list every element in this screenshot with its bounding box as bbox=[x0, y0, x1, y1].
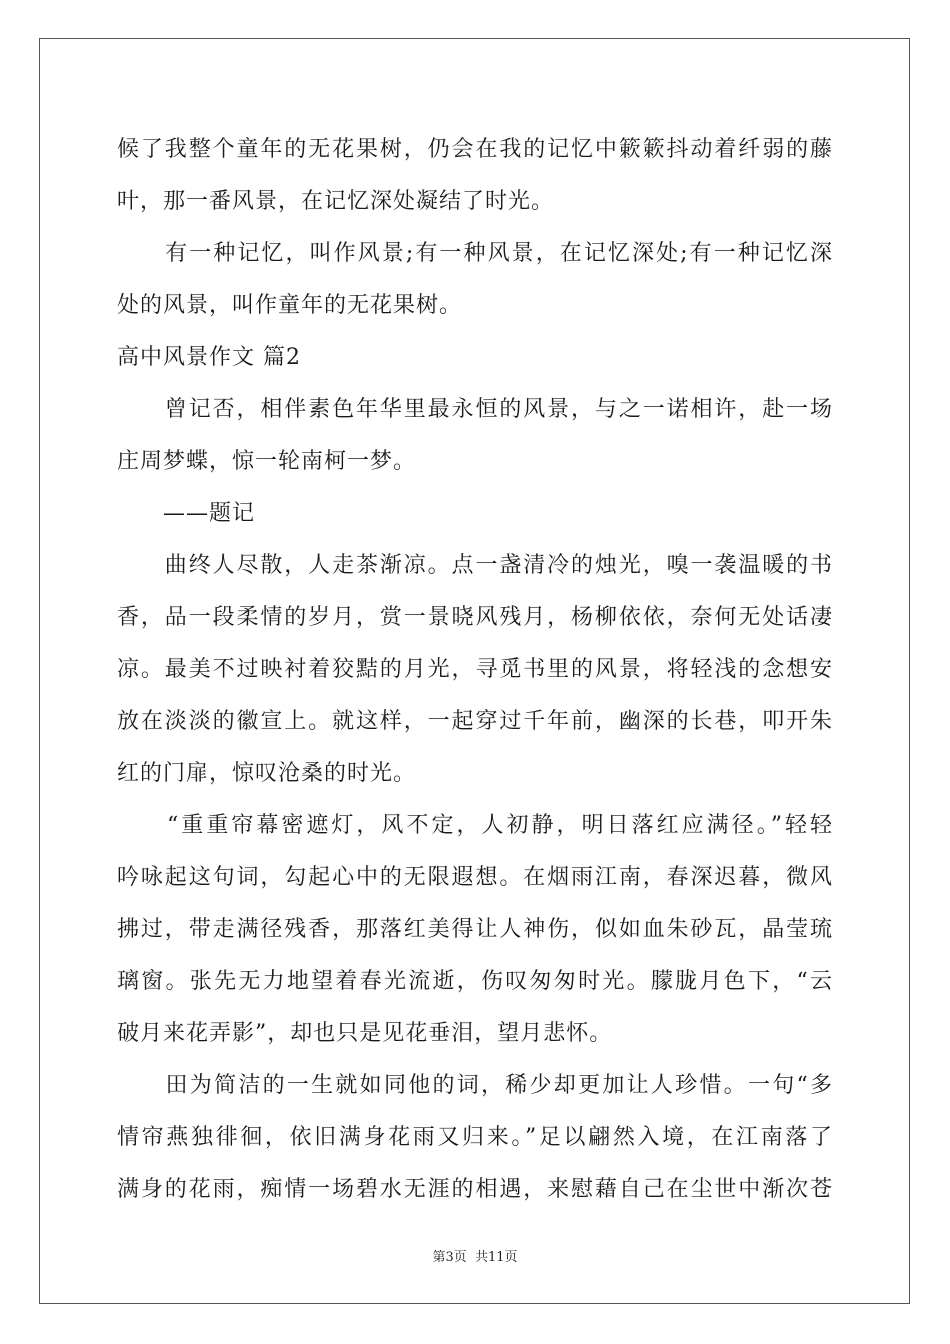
text-line: 田为简洁的一生就如同他的词，稀少却更加让人珍惜。一句“多 bbox=[117, 1073, 833, 1098]
text-line: 香，品一段柔情的岁月，赏一景晓风残月，杨柳依依，奈何无处话凄 bbox=[117, 605, 833, 630]
text-line: 叶，那一番风景，在记忆深处凝结了时光。 bbox=[117, 189, 555, 214]
document-body bbox=[117, 124, 833, 1216]
text-line: 放在淡淡的徽宣上。就这样，一起穿过千年前，幽深的长巷，叩开朱 bbox=[117, 709, 833, 734]
text-line: 情帘燕独徘徊，依旧满身花雨又归来。”足以翩然入境，在江南落了 bbox=[117, 1125, 833, 1150]
page-number: 第3页 bbox=[432, 1250, 467, 1265]
text-line: 璃窗。张先无力地望着春光流逝，伤叹匆匆时光。朦胧月色下，“云 bbox=[117, 969, 833, 994]
text-line: 凉。最美不过映衬着狡黠的月光，寻觅书里的风景，将轻浅的念想安 bbox=[117, 657, 833, 682]
page-footer bbox=[0, 1246, 950, 1265]
text-line: 拂过，带走满径残香，那落红美得让人神伤，似如血朱砂瓦，晶莹琉 bbox=[117, 917, 833, 942]
text-line: 红的门扉，惊叹沧桑的时光。 bbox=[117, 761, 417, 786]
text-line: 吟咏起这句词，勾起心中的无限遐想。在烟雨江南，春深迟暮，微风 bbox=[117, 865, 833, 890]
text-line: 庄周梦蝶，惊一轮南柯一梦。 bbox=[117, 449, 417, 474]
text-line: 曲终人尽散，人走茶渐凉。点一盏清冷的烛光，嗅一袭温暖的书 bbox=[117, 553, 833, 578]
text-line: 曾记否，相伴素色年华里最永恒的风景，与之一诺相许，赴一场 bbox=[117, 397, 833, 422]
text-line: “重重帘幕密遮灯，风不定，人初静，明日落红应满径。”轻轻 bbox=[117, 813, 833, 838]
text-line: 破月来花弄影”，却也只是见花垂泪，望月悲怀。 bbox=[117, 1021, 613, 1046]
text-line: ——题记 bbox=[117, 501, 256, 526]
text-line: 满身的花雨，痴情一场碧水无涯的相遇，来慰藉自己在尘世中渐次苍 bbox=[117, 1177, 833, 1202]
page-total: 共11页 bbox=[474, 1250, 518, 1265]
text-line: 候了我整个童年的无花果树，仍会在我的记忆中簌簌抖动着纤弱的藤 bbox=[117, 137, 833, 162]
text-line: 处的风景，叫作童年的无花果树。 bbox=[117, 293, 463, 318]
section-heading: 高中风景作文 篇2 bbox=[117, 345, 301, 370]
text-line: 有一种记忆，叫作风景;有一种风景，在记忆深处;有一种记忆深 bbox=[117, 241, 833, 266]
